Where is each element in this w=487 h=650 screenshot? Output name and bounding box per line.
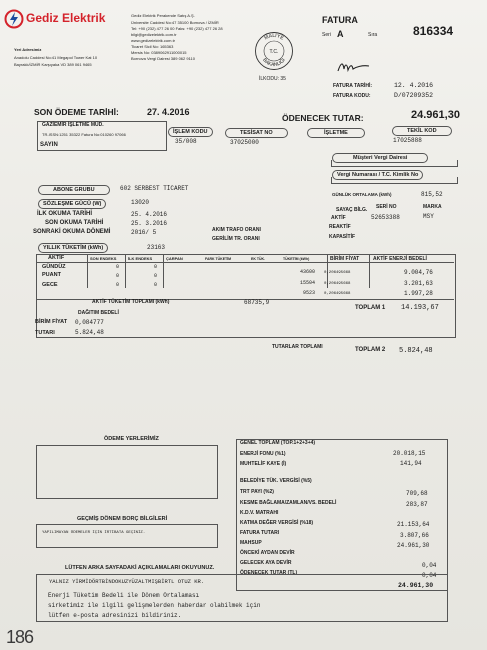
total-label: GENEL TOPLAM (TOP.1+2+3+4) [240, 440, 316, 446]
total-due-label: ÖDENECEK TUTAR: [282, 113, 364, 123]
aktif-label: AKTİF [331, 215, 346, 221]
tax-no-label: Vergi Numarası / T.C. Kimlik No [332, 170, 423, 180]
total-label: BELEDİYE TÜK. VERGİSİ (%5) [240, 478, 312, 484]
col-birim: BİRİM FİYAT [330, 256, 360, 262]
row-puant-ilk: 0 [154, 273, 158, 279]
address-label: GAZİEMİR İŞLETME MÜD. [42, 122, 104, 128]
seri-label: Seri [322, 32, 331, 38]
table-header-line [36, 262, 454, 263]
row-gunduz-bedel: 9.004,76 [404, 269, 433, 276]
address-value: TR-ISSN:1251 35322 Fatura No:010260 97066 [42, 132, 126, 137]
row-puant-tuketim: 15504 [300, 280, 316, 286]
past-debts-label: GEÇMİŞ DÖNEM BORÇ BİLGİLERİ [77, 516, 168, 522]
row-gece-label: GECE [42, 282, 58, 288]
grand-total: 24.961,30 [398, 582, 434, 589]
birim-fiyat: 0,084777 [75, 319, 104, 326]
legal-line: Mersis No: 0389062911000015 [131, 50, 187, 55]
son-okuma-value: 25. 3.2016 [131, 220, 168, 227]
total-label: ENERJİ FONU (%1) [240, 451, 286, 457]
due-date: 27. 4.2016 [147, 107, 190, 117]
tax-office-box [331, 160, 458, 167]
total-value: 20.018,15 [393, 450, 426, 457]
invoice-date-label: FATURA TARİHİ: [333, 83, 373, 89]
stamp-middle-text: T.C. [269, 49, 279, 55]
gunluk-label: GÜNLÜK ORTALAMA (kWh) [332, 192, 392, 197]
tesisat-value: 37025000 [230, 139, 259, 146]
tutari: 5.824,48 [75, 329, 104, 336]
stamp-top-text: MALİYE [263, 32, 285, 42]
address-line: Anadolu Caddesi No:41 Megapol Tower Kat 10 [14, 55, 98, 60]
total-value: 0,04 [422, 562, 437, 569]
row-puant-bedel: 3.201,63 [404, 280, 433, 287]
row-gece-ilk: 0 [154, 282, 158, 288]
tekil-value: 17025888 [393, 137, 422, 144]
company-name: Gediz Elektrik [26, 11, 106, 25]
row-gunduz-ilk: 0 [154, 264, 158, 270]
due-date-label: SON ÖDEME TARİHİ: [34, 107, 119, 117]
total-label: K.D.V. MATRAHI [240, 510, 279, 516]
total-label: KESME BAĞLAMA/ZAMLAN/VS. BEDELİ [240, 500, 337, 506]
isletme-label: İŞLETME [307, 128, 365, 138]
payment-label: ÖDEME YERLERİMİZ [104, 436, 159, 442]
col-carpan: ÇARPAN [166, 256, 183, 261]
islem-label: İŞLEM KODU [168, 127, 213, 137]
divider [369, 254, 370, 288]
total-value: 141,94 [400, 460, 422, 467]
row-gunduz-son: 0 [116, 264, 120, 270]
aktif-seri: 52653388 [371, 214, 400, 221]
col-ek: EK TÜK. [251, 257, 265, 261]
legal-line: Bornova Vergi Dairesi 389 062 9110 [131, 56, 195, 61]
signature-icon [336, 60, 372, 74]
aktif-toplam-label: AKTİF TÜKETİM TOPLAMI (kWh) [92, 299, 170, 305]
address-title: Yeri Adresimiz [14, 47, 42, 52]
yillik-label: YILLIK TÜKETİM (kWh) [38, 243, 108, 253]
total-value: 709,68 [406, 490, 428, 497]
total-label: MAHSUP [240, 540, 262, 546]
total-value: 0,04 [422, 572, 437, 579]
ilk-okuma-value: 25. 4.2016 [131, 211, 168, 218]
sayac-marka-label: MARKA [423, 204, 442, 210]
total-value: 3.807,66 [400, 532, 429, 539]
ministry-stamp [254, 31, 294, 71]
reaktif-label: REAKTİF [329, 224, 351, 230]
aktif-toplam: 68735,9 [244, 299, 270, 306]
kapasitif-label: KAPASİTİF [329, 234, 356, 240]
tekil-label: TEKİL KOD [392, 126, 452, 136]
total-label: ÖDENECEK TUTAR (TL) [240, 570, 298, 576]
gunluk-value: 815,52 [421, 191, 443, 198]
toplam1-label: TOPLAM 1 [355, 305, 386, 311]
row-puant-fiyat: 0,206495668 [324, 282, 351, 286]
invoice-code: D/07209352 [394, 92, 434, 99]
legal-line: www.gedizelektrik.com.tr [131, 38, 176, 43]
total-value: 283,87 [406, 501, 428, 508]
divider [125, 254, 126, 288]
row-gece-tuketim: 9523 [303, 290, 316, 296]
row-puant-label: PUANT [42, 272, 61, 278]
total-label: GELECEK AYA DEVİR [240, 560, 292, 566]
svg-text:BAKANLIĞI [261, 57, 287, 68]
col-tuketim: TÜKETİM (kWh) [283, 257, 310, 261]
total-label: TRT PAYI (%2) [240, 489, 274, 495]
total-value: 24.961,30 [397, 542, 430, 549]
birim-fiyat-label: BİRİM FİYAT [35, 319, 68, 325]
stamp-caption: İLKODU: 35 [259, 76, 286, 82]
tax-no-box [331, 177, 458, 184]
seri-value: A [337, 29, 344, 39]
toplam2-label: TOPLAM 2 [355, 347, 386, 353]
divider [163, 254, 164, 288]
margin-number: 186 [6, 627, 34, 647]
col-aktif: AKTİF [48, 255, 65, 261]
legal-line: Tel: +90 (232) 477 26 00 Faks: +90 (232) 477 26 28 [131, 26, 223, 31]
dagitim-label: DAĞITIM BEDELİ [78, 310, 119, 316]
gerilim-label: GERİLİM TR. ORANI [212, 236, 260, 242]
row-gunduz-tuketim: 43600 [300, 269, 316, 275]
sira-label: Sıra [368, 32, 378, 38]
payment-box [36, 445, 218, 499]
abone-label: ABONE GRUBU [38, 185, 110, 195]
abone-value: 602 SERBEST TİCARET [120, 185, 189, 192]
total-label: ÖNCEKİ AYDAN DEVİR [240, 550, 295, 556]
sayac-serino-label: SERİ NO [376, 204, 397, 210]
total-label: MUHTELİF KAYE (İ) [240, 461, 287, 467]
notes-message: lütfen e-posta adresinizi bildiriniz. [48, 612, 182, 619]
row-gunduz-fiyat: 0,206495668 [324, 271, 351, 275]
address-line: Bayraklı/İZMİR Karşıyaka VD 389 061 9465 [14, 62, 92, 67]
invoice-date: 12. 4.2016 [394, 82, 434, 89]
sayac-label: SAYAÇ BİLG. [336, 207, 368, 213]
islem-value: 35/008 [175, 138, 197, 145]
total-due: 24.961,30 [411, 109, 460, 121]
col-ilk-endeks: İLK ENDEKS [128, 256, 153, 261]
total-label: KATMA DEĞER VERGİSİ (%18) [240, 520, 314, 526]
notes-message: Enerji Tüketim Bedeli ile Dönem Ortalaması [48, 592, 200, 599]
row-gece-son: 0 [116, 282, 120, 288]
sonraki-label: SONRAKİ OKUMA DÖNEMİ [33, 229, 111, 235]
past-debts-note: YAPILIMAYAN ÖDEMELER İÇİN İRTİBATA GEÇİNİZ. [42, 531, 146, 535]
invoice-title: FATURA [322, 15, 358, 25]
notes-message: sirketimiz ile ilgili gelişmelerden haberdar olabilmek için [48, 602, 261, 609]
tutarlar-label: TUTARLAR TOPLAMI [272, 344, 323, 350]
toplam1: 14.193,67 [401, 304, 439, 312]
row-gece-bedel: 1.997,28 [404, 290, 433, 297]
sozlesme-label: SÖZLEŞME GÜCÜ (W) [38, 199, 106, 209]
sozlesme-value: 13020 [131, 199, 150, 206]
col-fark: FARK TÜKETİM [205, 257, 232, 261]
legal-line: Gediz Elektrik Perakende Satış A.Ş. [131, 13, 195, 18]
toplam2: 5.824,48 [399, 347, 433, 355]
legal-line: Ticaret Sicil No: 165363 [131, 44, 174, 49]
divider [87, 254, 88, 288]
amount-in-words: YALNIZ YİRMİDÖRTBİNDOKUZYÜZALTMIŞBİRTL OTUZ KR. [49, 578, 205, 585]
past-debts-box [36, 524, 218, 548]
invoice-code-label: FATURA KODU: [333, 93, 371, 99]
total-label: FATURA TUTARI [240, 530, 280, 536]
row-gunduz-label: GÜNDÜZ [42, 264, 66, 270]
tutari-label: TUTARI [35, 330, 55, 336]
akim-label: AKIM TRAFO ORANI [212, 227, 261, 233]
son-okuma-label: SON OKUMA TARİHİ [45, 220, 104, 226]
total-value: 21.153,64 [397, 521, 430, 528]
tax-office-label: Müşteri Vergi Dairesi [332, 153, 428, 163]
row-gece-fiyat: 0,206495668 [324, 292, 351, 296]
invoice-number: 816334 [413, 24, 454, 38]
stamp-bottom-text: BAKANLIĞI [261, 57, 287, 69]
col-bedel: AKTİF ENERJİ BEDELİ [373, 256, 427, 262]
gediz-logo-icon [4, 9, 24, 29]
yillik-value: 23163 [147, 244, 166, 251]
ilk-okuma-label: İLK OKUMA TARİHİ [37, 211, 92, 217]
legal-line: Üniversite Caddesi No:47 35100 Bornova / İZMİR [131, 20, 219, 25]
row-puant-son: 0 [116, 273, 120, 279]
notes-label: LÜTFEN ARKA SAYFADAKİ AÇIKLAMALARI OKUYUNUZ. [65, 565, 215, 571]
legal-line: bilgi@gedizelektrik.com.tr [131, 32, 177, 37]
sayin-label: SAYIN [40, 142, 58, 148]
sonraki-value: 2016/ 5 [131, 229, 157, 236]
tesisat-label: TESİSAT NO [225, 128, 288, 138]
col-son-endeks: SON ENDEKS [90, 256, 117, 261]
aktif-marka: MSY [423, 213, 434, 220]
